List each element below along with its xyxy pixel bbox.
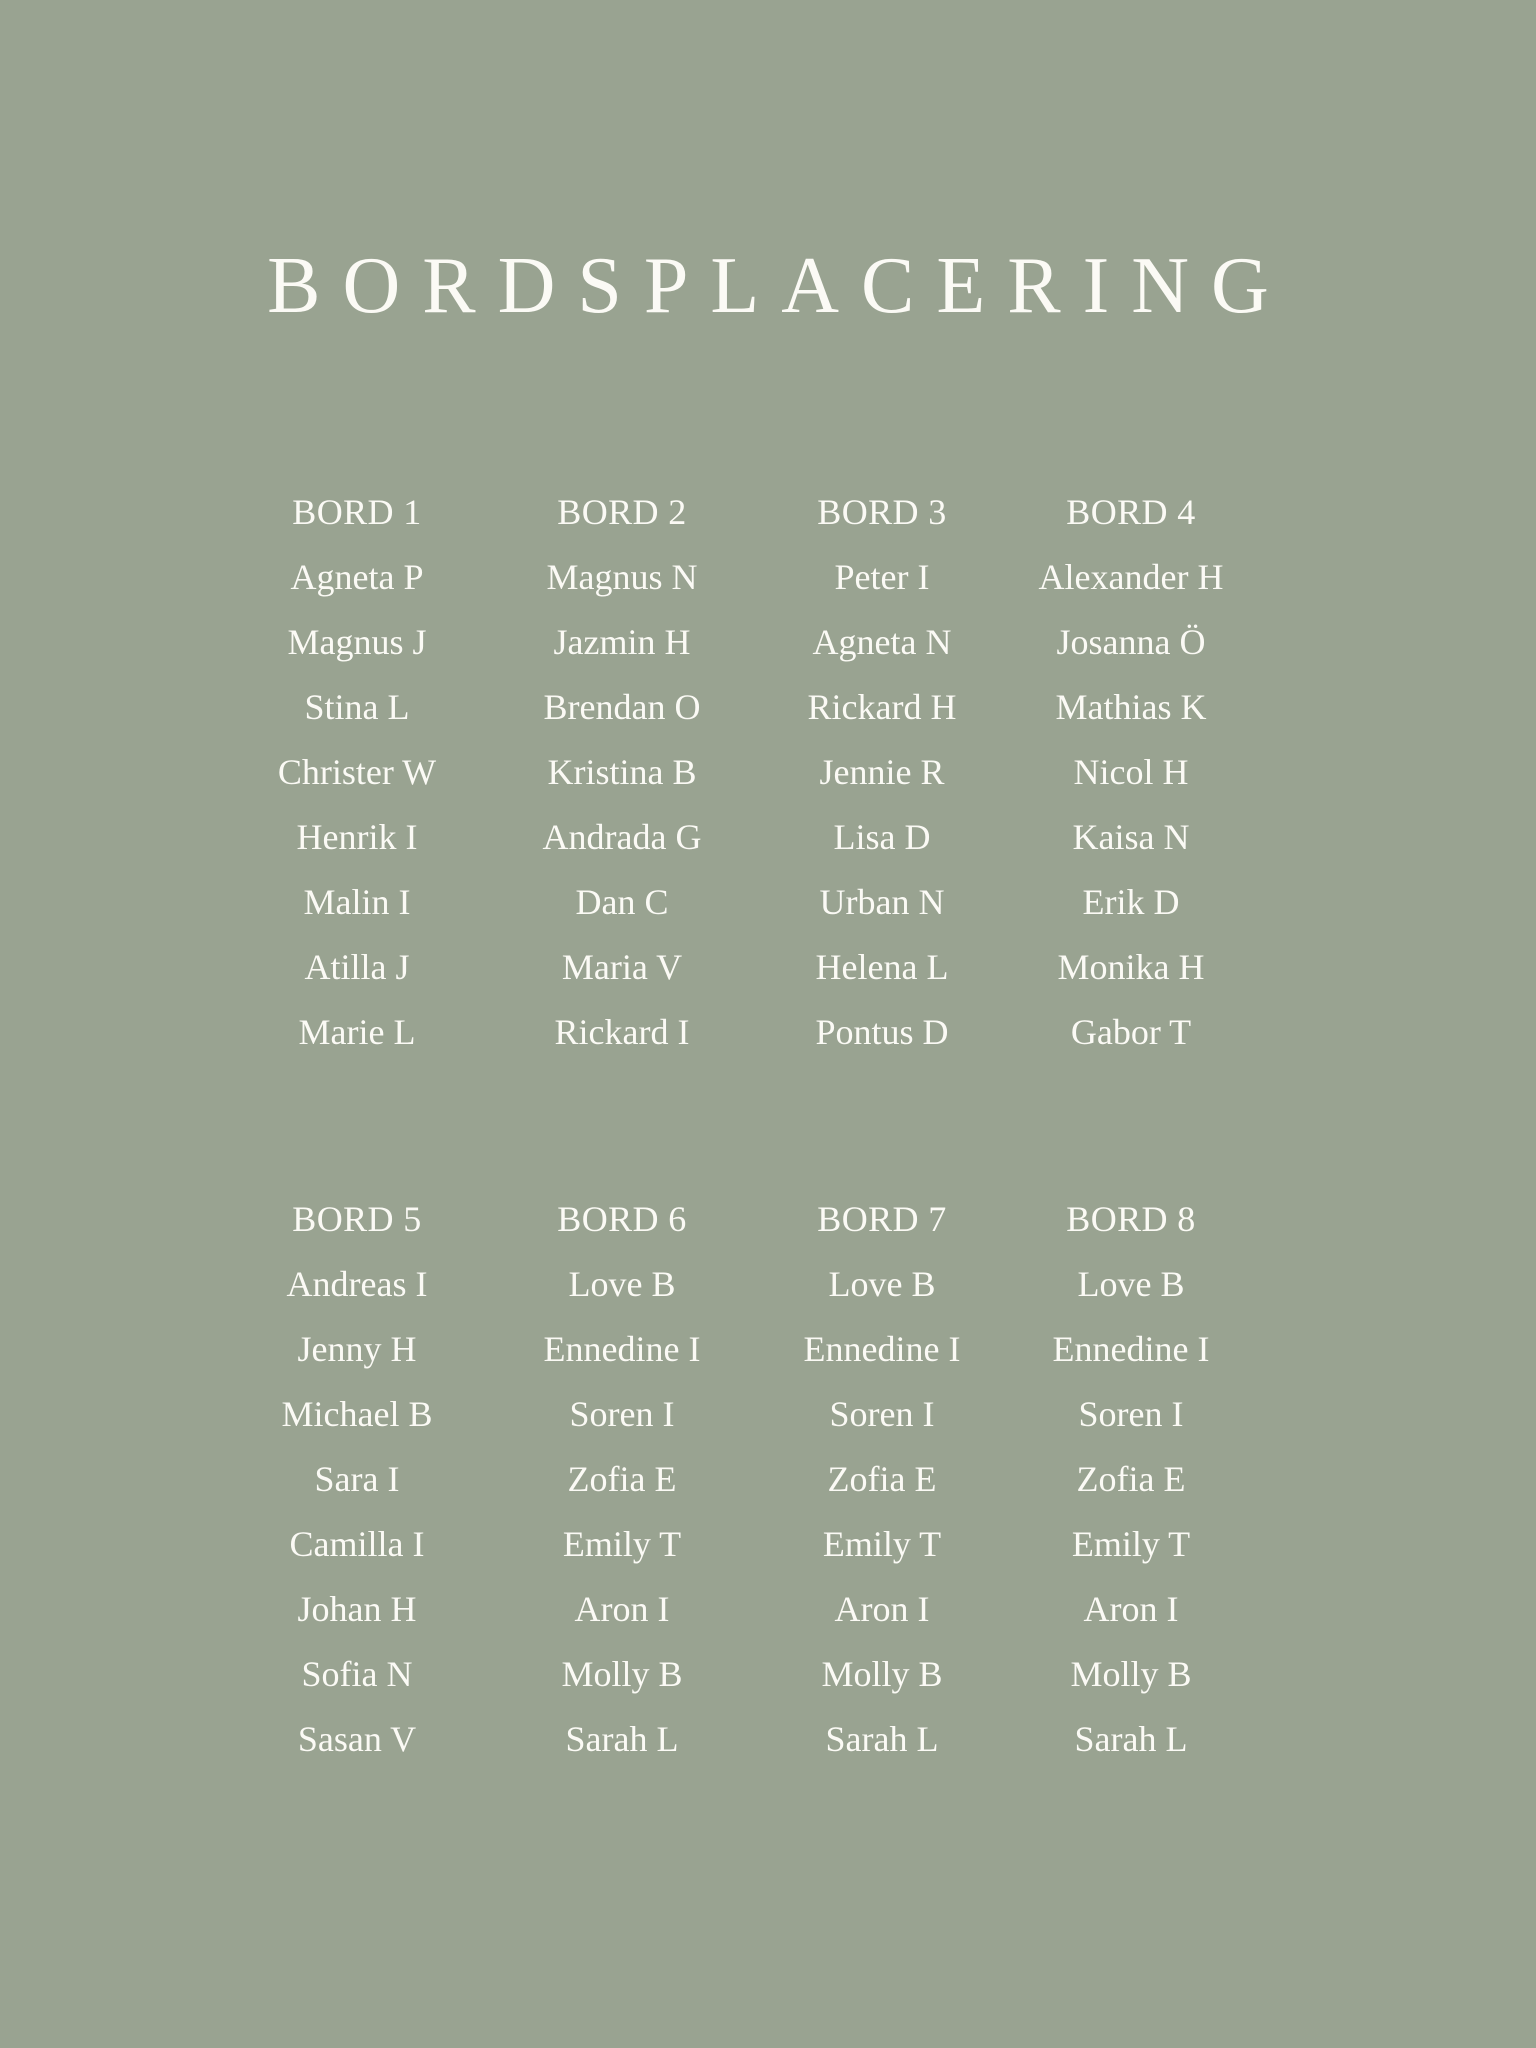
guest-name: Andreas I	[286, 1264, 428, 1304]
guest-name: Kristina B	[547, 752, 697, 792]
table-title: BORD 8	[1066, 1199, 1196, 1239]
guest-name: Love B	[828, 1264, 936, 1304]
table-title: BORD 2	[557, 492, 687, 532]
guest-name: Josanna Ö	[1056, 622, 1206, 662]
guest-name: Gabor T	[1070, 1012, 1192, 1052]
guest-name: Pontus D	[815, 1012, 949, 1052]
page-title: BORDSPLACERING	[267, 242, 1291, 330]
guest-name: Agneta N	[812, 622, 952, 662]
table-6	[507, 1187, 737, 1772]
guest-name: Soren I	[1078, 1394, 1184, 1434]
guest-name: Peter I	[834, 557, 930, 597]
guest-name: Love B	[568, 1264, 676, 1304]
guest-name: Marie L	[298, 1012, 416, 1052]
guest-name: Sarah L	[825, 1719, 939, 1759]
guest-name: Stina L	[304, 687, 410, 727]
guest-name: Zofia E	[567, 1459, 677, 1499]
table-5	[242, 1187, 472, 1772]
guest-name: Dan C	[575, 882, 669, 922]
guest-name: Christer W	[277, 752, 437, 792]
guest-name: Sofia N	[301, 1654, 413, 1694]
table-2	[507, 480, 737, 1065]
guest-name: Andrada G	[542, 817, 702, 857]
guest-name: Ennedine I	[1052, 1329, 1210, 1369]
guest-name: Mathias K	[1055, 687, 1207, 727]
guest-name: Soren I	[829, 1394, 935, 1434]
guest-name: Brendan O	[543, 687, 701, 727]
table-7	[767, 1187, 997, 1772]
guest-name: Sara I	[314, 1459, 400, 1499]
guest-name: Ennedine I	[803, 1329, 961, 1369]
guest-name: Jazmin H	[553, 622, 691, 662]
table-3	[767, 480, 997, 1065]
guest-name: Magnus N	[546, 557, 698, 597]
guest-name: Rickard H	[807, 687, 957, 727]
guest-name: Emily T	[1071, 1524, 1191, 1564]
guest-name: Monika H	[1057, 947, 1205, 987]
guest-name: Kaisa N	[1072, 817, 1190, 857]
guest-name: Molly B	[561, 1654, 683, 1694]
guest-name: Emily T	[562, 1524, 682, 1564]
guest-name: Sarah L	[565, 1719, 679, 1759]
guest-name: Jennie R	[819, 752, 945, 792]
table-title: BORD 5	[292, 1199, 422, 1239]
guest-name: Agneta P	[290, 557, 424, 597]
table-title: BORD 1	[292, 492, 422, 532]
table-group-bottom	[262, 1187, 1262, 1797]
table-8	[1016, 1187, 1246, 1772]
guest-name: Camilla I	[289, 1524, 425, 1564]
table-title: BORD 4	[1066, 492, 1196, 532]
table-group-top	[262, 480, 1262, 1090]
table-title: BORD 3	[817, 492, 947, 532]
guest-name: Aron I	[834, 1589, 930, 1629]
guest-name: Aron I	[574, 1589, 670, 1629]
guest-name: Urban N	[819, 882, 945, 922]
guest-name: Helena L	[815, 947, 949, 987]
guest-name: Atilla J	[304, 947, 410, 987]
guest-name: Zofia E	[1076, 1459, 1186, 1499]
guest-name: Erik D	[1082, 882, 1180, 922]
guest-name: Henrik I	[296, 817, 418, 857]
guest-name: Michael B	[281, 1394, 433, 1434]
guest-name: Sasan V	[297, 1719, 417, 1759]
guest-name: Johan H	[297, 1589, 417, 1629]
table-title: BORD 6	[557, 1199, 687, 1239]
table-4	[1016, 480, 1246, 1065]
guest-name: Emily T	[822, 1524, 942, 1564]
guest-name: Soren I	[569, 1394, 675, 1434]
guest-name: Zofia E	[827, 1459, 937, 1499]
guest-name: Love B	[1077, 1264, 1185, 1304]
table-1	[242, 480, 472, 1065]
guest-name: Malin I	[303, 882, 411, 922]
guest-name: Magnus J	[287, 622, 427, 662]
guest-name: Nicol H	[1073, 752, 1189, 792]
guest-name: Lisa D	[833, 817, 931, 857]
guest-name: Aron I	[1083, 1589, 1179, 1629]
guest-name: Molly B	[821, 1654, 943, 1694]
guest-name: Molly B	[1070, 1654, 1192, 1694]
table-title: BORD 7	[817, 1199, 947, 1239]
guest-name: Ennedine I	[543, 1329, 701, 1369]
guest-name: Jenny H	[297, 1329, 417, 1369]
guest-name: Sarah L	[1074, 1719, 1188, 1759]
guest-name: Rickard I	[554, 1012, 690, 1052]
guest-name: Maria V	[561, 947, 683, 987]
guest-name: Alexander H	[1038, 557, 1224, 597]
